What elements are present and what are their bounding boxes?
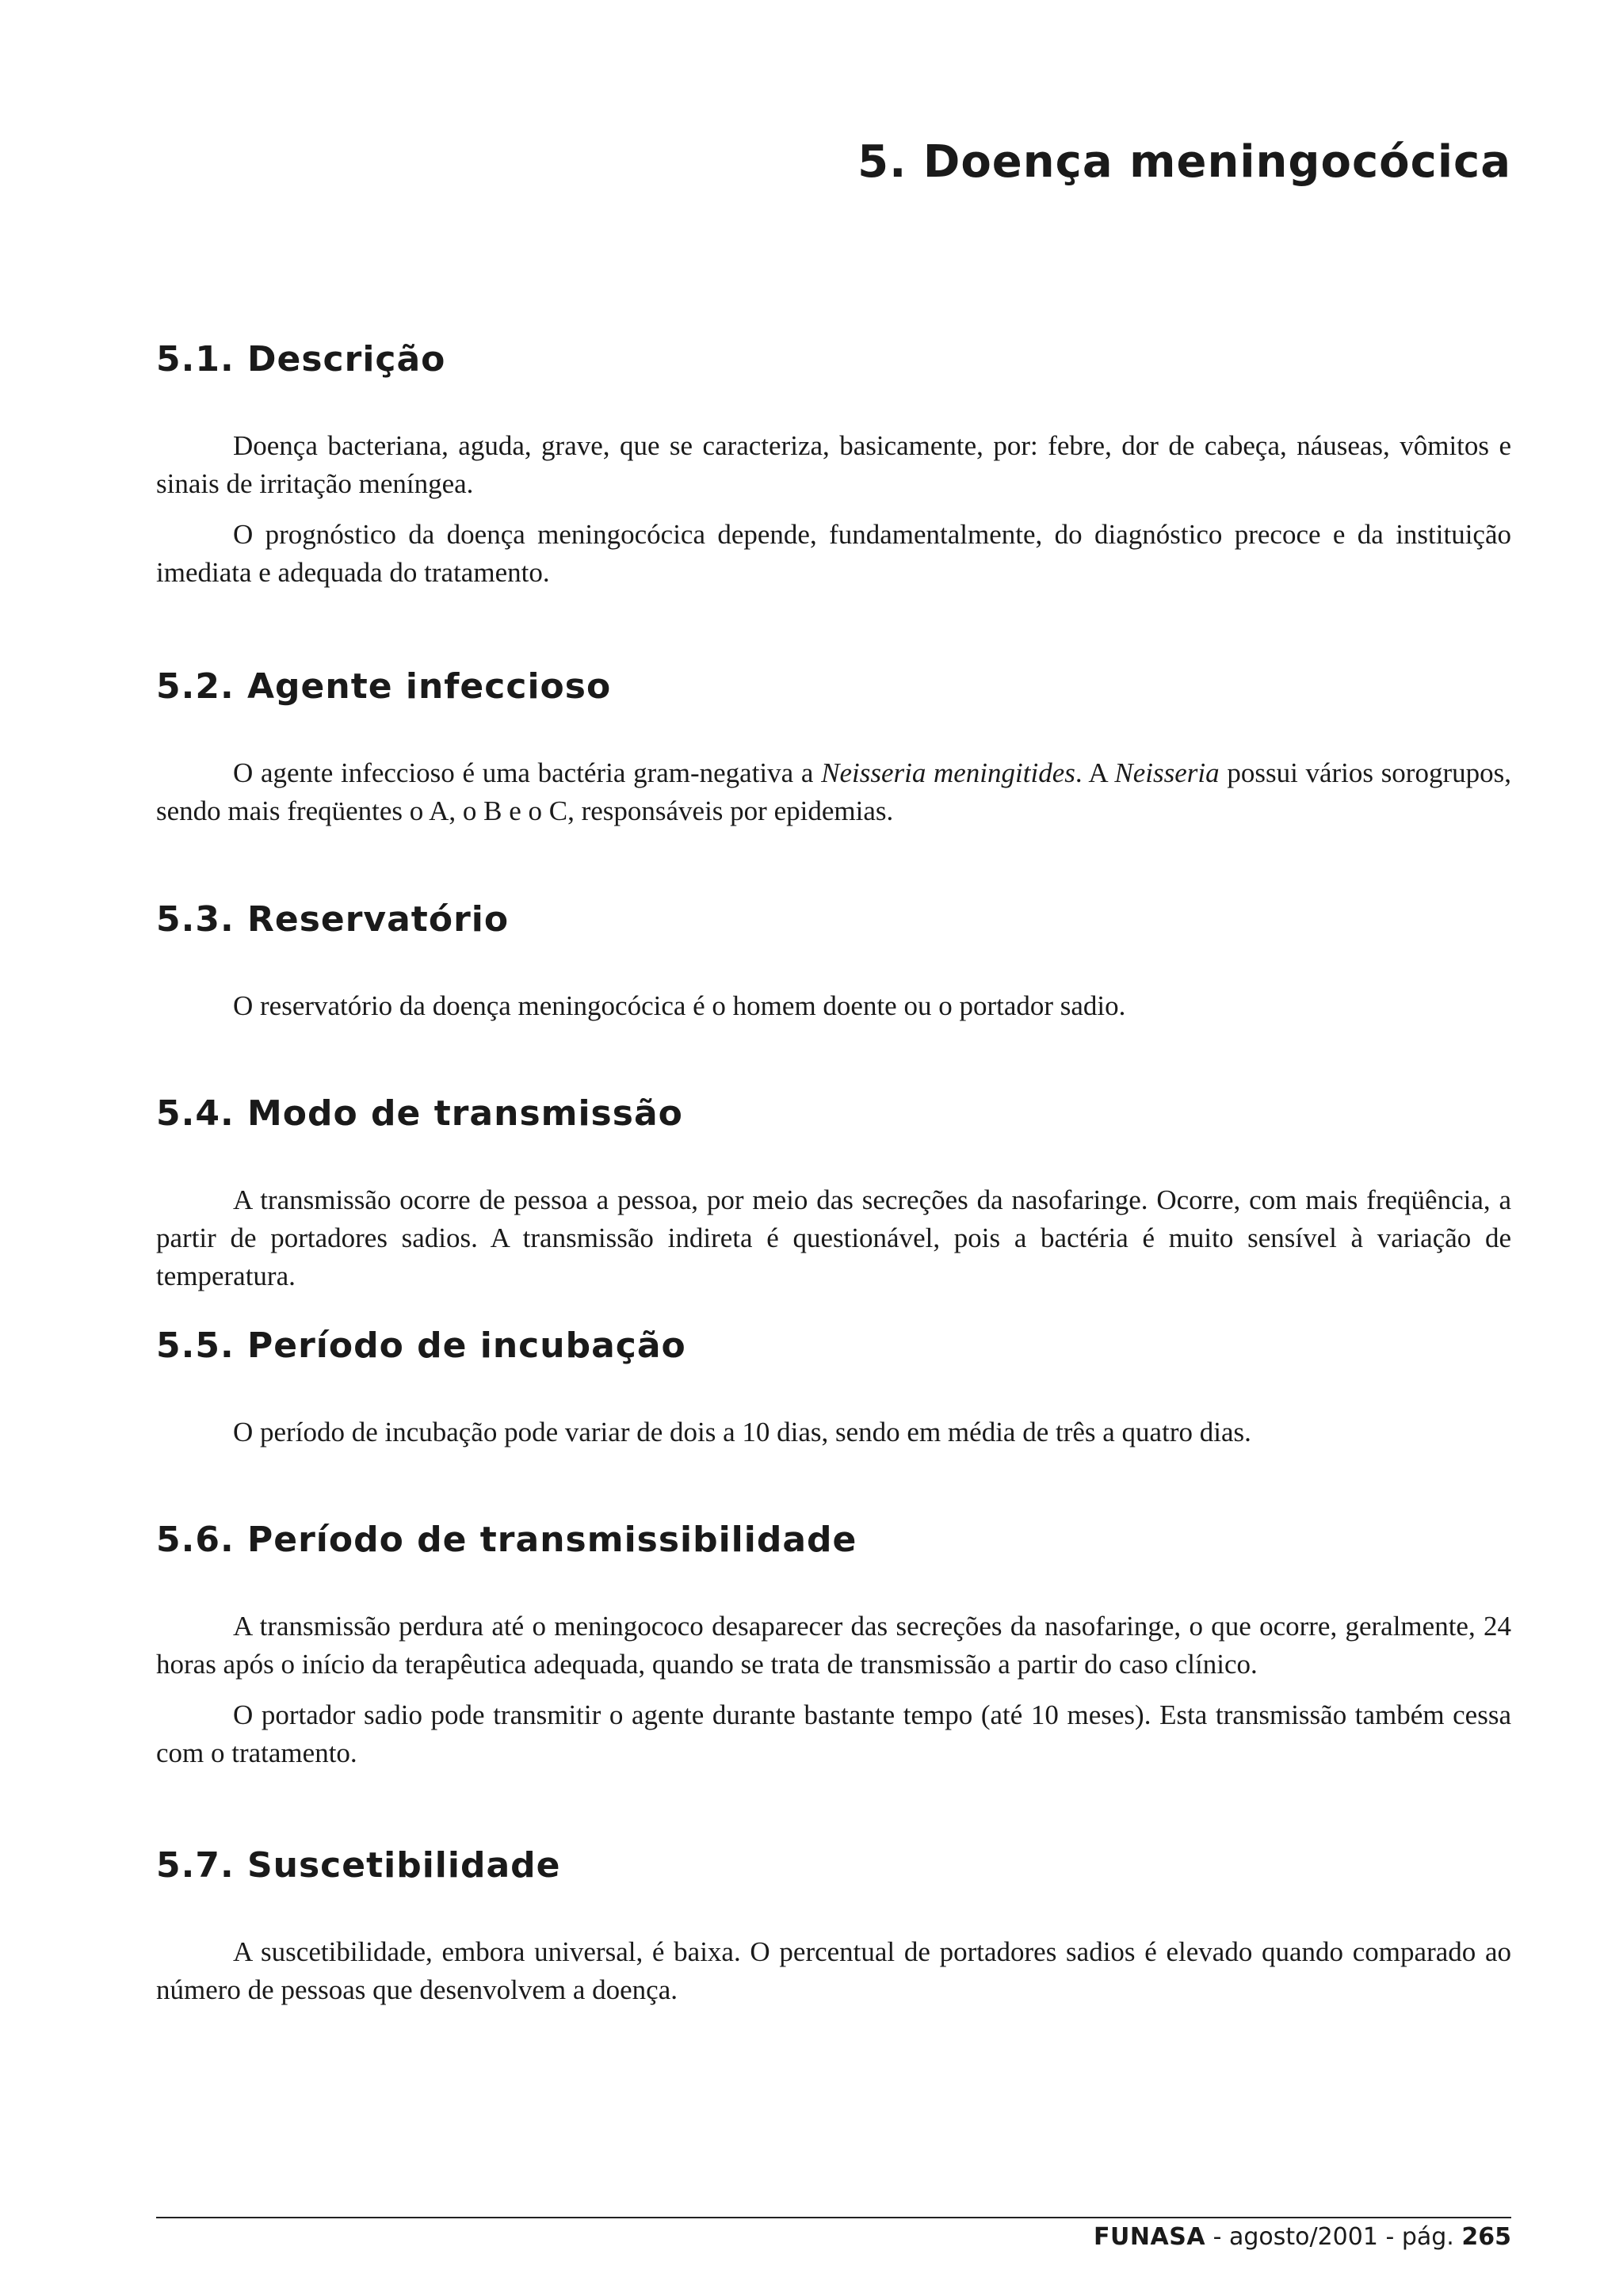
section-description [156,339,1511,605]
text-run: O agente infeccioso é uma bactéria gram-negativa a [233,757,822,788]
section-heading: 5.2. Agente infeccioso [156,666,612,707]
text-run: . A [1075,757,1115,788]
text-run: possui vários sorogrupos, sendo mais freqüentes o A, o B e o C, responsáveis por epidemias. [156,757,1511,826]
page-footer [1094,2223,1511,2251]
paragraph: A suscetibilidade, embora universal, é baixa. O percentual de portadores sadios é elevado quando comparado ao número de pessoas que desenvolvem a doença. [156,1936,1511,2005]
italic-genus-name: Neisseria [1114,757,1220,788]
section-heading: 5.5. Período de incubação [156,1325,686,1366]
paragraph: O reservatório da doença meningocócica é o homem doente ou o portador sadio. [233,990,1126,1021]
paragraph: Doença bacteriana, aguda, grave, que se caracteriza, basicamente, por: febre, dor de cabeça, náuseas, vômitos e sinais de irritação meníngea. [156,429,1511,499]
section-heading: 5.4. Modo de transmissão [156,1093,683,1134]
footer-date: - agosto/2001 - pág. [1205,2223,1462,2251]
section-transmission-mode [156,1093,1511,1308]
footer-org: FUNASA [1094,2223,1206,2251]
paragraph: O período de incubação pode variar de dois a 10 dias, sendo em média de três a quatro dias. [233,1416,1251,1447]
italic-species-name: Neisseria meningitides [821,757,1075,788]
section-incubation-period [156,1325,1511,1464]
section-susceptibility [156,1845,1511,2022]
section-heading: 5.1. Descrição [156,339,446,379]
paragraph: A transmissão ocorre de pessoa a pessoa, por meio das secreções da nasofaringe. Ocorre, com mais freqüência, a partir de portadores sadios. A transmissão indireta é questionável, pois a bactéria é muito sensível à variação de temperatura. [156,1184,1511,1291]
section-heading: 5.3. Reservatório [156,899,510,940]
paragraph [156,754,1511,830]
footer-divider [156,2217,1511,2218]
section-infectious-agent [156,666,1511,843]
paragraph: A transmissão perdura até o meningococo desaparecer das secreções da nasofaringe, o que ocorre, geralmente, 24 horas após o início da terapêutica adequada, quando se trata de transmissão a partir do caso clínico. [156,1610,1511,1680]
section-transmissibility-period [156,1520,1511,1785]
page-number: 265 [1461,2223,1511,2251]
section-reservoir [156,899,1511,1038]
chapter-title: 5. Doença meningocócica [857,136,1511,188]
paragraph: O portador sadio pode transmitir o agente durante bastante tempo (até 10 meses). Esta transmissão também cessa com o tratamento. [156,1699,1511,1768]
section-heading: 5.7. Suscetibilidade [156,1845,561,1886]
section-heading: 5.6. Período de transmissibilidade [156,1520,857,1560]
paragraph: O prognóstico da doença meningocócica depende, fundamentalmente, do diagnóstico precoce e da instituição imediata e adequada do tratamento. [156,518,1511,588]
